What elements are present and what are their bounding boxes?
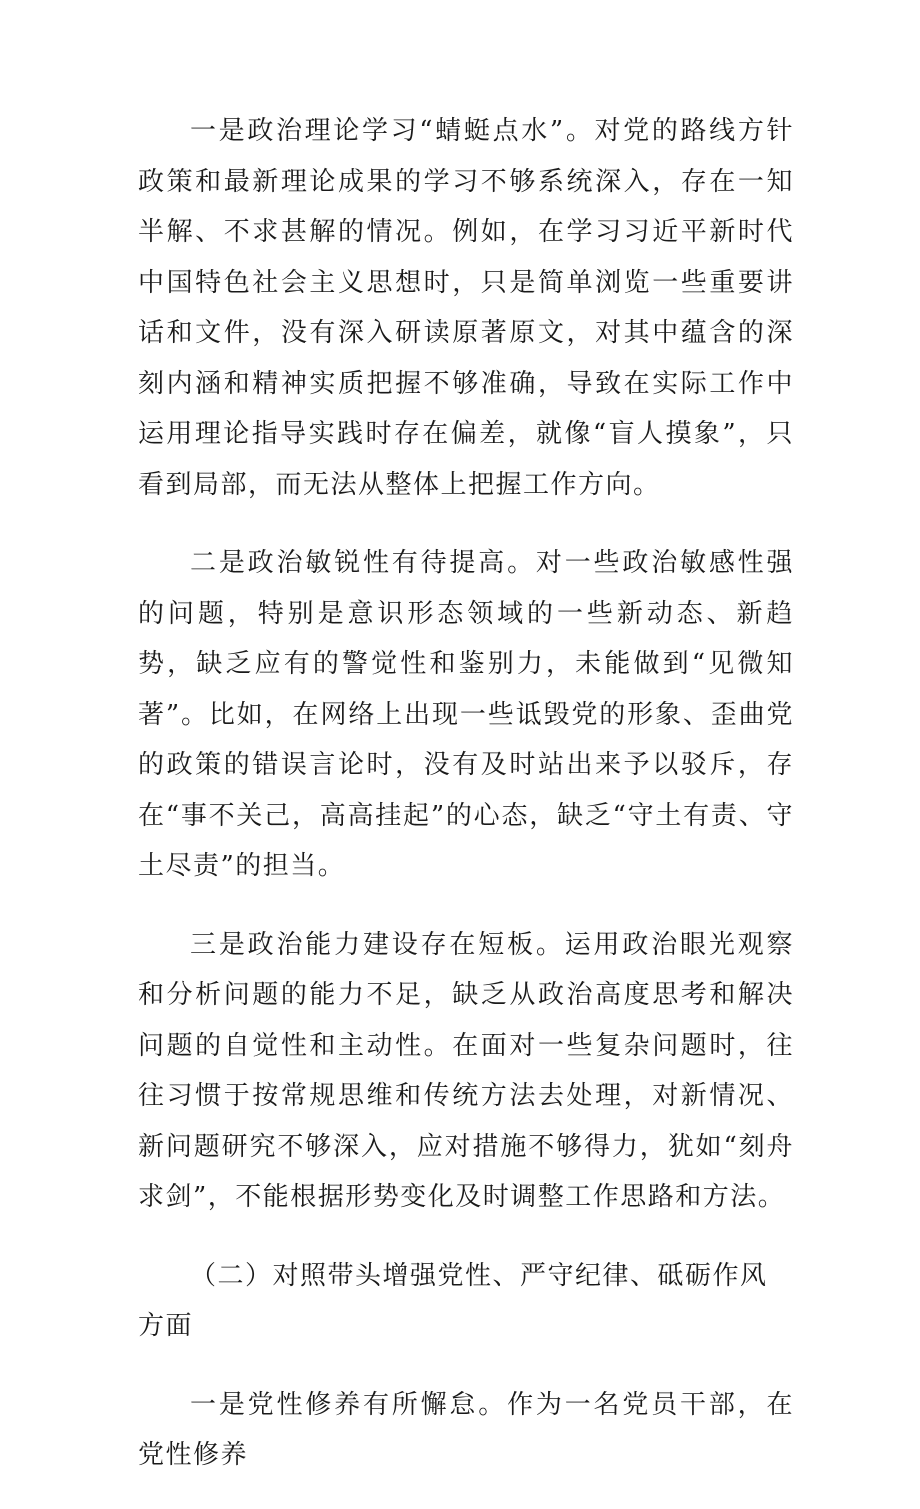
paragraph-political-theory-study: 一是政治理论学习“蜻蜓点水”。对党的路线方针政策和最新理论成果的学习不够系统深入，存在一知半解、不求甚解的情况。例如，在学习习近平新时代中国特色社会主义思想时，只是简单浏览一些重要讲话和文件，没有深入研读原著原文，对其中蕴含的深刻内涵和精神实质把握不够准确，导致在实际工作中运用理论指导实践时存在偏差，就像“盲人摸象”，只看到局部，而无法从整体上把握工作方向。 xyxy=(138,116,794,500)
paragraph-political-capability: 三是政治能力建设存在短板。运用政治眼光观察和分析问题的能力不足，缺乏从政治高度思考和解决问题的自觉性和主动性。在面对一些复杂问题时，往往习惯于按常规思维和传统方法去处理，对新情况、新问题研究不够深入，应对措施不够得力，犹如“刻舟求剑”，不能根据形势变化及时调整工作思路和方法。 xyxy=(138,929,794,1212)
paragraph-party-spirit: 一是党性修养有所懈怠。作为一名党员干部，在党性修养 xyxy=(138,1389,794,1470)
document-body xyxy=(138,106,794,1509)
section-heading: （二）对照带头增强党性、严守纪律、砥砺作风方面 xyxy=(138,1260,768,1341)
paragraph-political-sensitivity: 二是政治敏锐性有待提高。对一些政治敏感性强的问题，特别是意识形态领域的一些新动态、新趋势，缺乏应有的警觉性和鉴别力，未能做到“见微知著”。比如，在网络上出现一些诋毁党的形象、歪曲党的政策的错误言论时，没有及时站出来予以驳斥，存在“事不关己，高高挂起”的心态，缺乏“守土有责、守土尽责”的担当。 xyxy=(138,548,794,881)
